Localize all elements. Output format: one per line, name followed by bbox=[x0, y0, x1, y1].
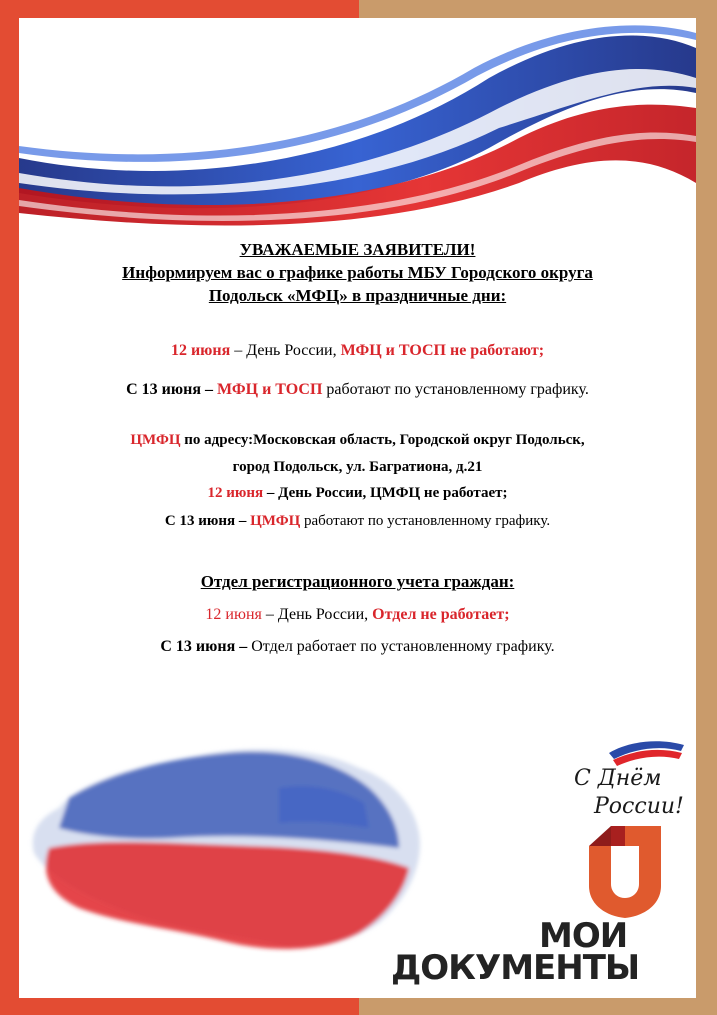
cmfc-holiday-row bbox=[19, 485, 696, 502]
heading-line-1: УВАЖАЕМЫЕ ЗАЯВИТЕЛИ! bbox=[239, 240, 476, 259]
registration-schedule-row bbox=[19, 638, 696, 656]
brand-line-1: МОИ bbox=[539, 916, 628, 956]
mfc-holiday-text: – День России, bbox=[230, 342, 341, 359]
greeting-line-1: С Днём bbox=[574, 766, 662, 791]
flag-wave-banner bbox=[19, 18, 696, 238]
mfc-schedule-row bbox=[19, 381, 696, 399]
mfc-date: 12 июня bbox=[170, 342, 231, 359]
registration-schedule-date: С 13 июня – bbox=[160, 638, 252, 655]
registration-holiday-text: – День России, bbox=[261, 606, 373, 623]
mfc-schedule-date: С 13 июня – bbox=[126, 381, 217, 398]
cmfc-schedule-date: С 13 июня – bbox=[164, 513, 251, 529]
cmfc-schedule-row bbox=[19, 513, 696, 530]
cmfc-address-line-2: город Подольск, ул. Багратиона, д.21 bbox=[232, 459, 483, 475]
heading-line-3: Подольск «МФЦ» в праздничные дни: bbox=[208, 286, 507, 305]
cmfc-address-line-1 bbox=[19, 432, 696, 449]
registration-schedule-text: Отдел работает по установленному графику. bbox=[251, 638, 555, 655]
notice-sheet bbox=[19, 18, 696, 998]
moi-dokumenty-logo-icon bbox=[589, 826, 661, 918]
cmfc-address: по адресу:Московская область, Городской округ Подольск, bbox=[180, 432, 585, 448]
mfc-holiday-row bbox=[19, 342, 696, 360]
mfc-status: МФЦ и ТОСП не работают; bbox=[340, 342, 545, 359]
russia-day-greeting bbox=[549, 733, 689, 833]
cmfc-date: 12 июня bbox=[207, 485, 264, 501]
cmfc-name: ЦМФЦ bbox=[130, 432, 181, 448]
greeting-line-2: России! bbox=[594, 794, 684, 819]
mfc-schedule-subject: МФЦ и ТОСП bbox=[216, 381, 323, 398]
registration-status: Отдел не работает; bbox=[372, 606, 510, 623]
registration-title: Отдел регистрационного учета граждан: bbox=[200, 572, 515, 591]
russia-flag-map-image bbox=[19, 728, 439, 988]
cmfc-schedule-subject: ЦМФЦ bbox=[250, 513, 301, 529]
cmfc-schedule-text: работают по установленному графику. bbox=[300, 513, 551, 529]
brand-line-2: ДОКУМЕНТЫ bbox=[391, 948, 640, 988]
cmfc-holiday-text: – День России, ЦМФЦ не работает; bbox=[263, 485, 508, 501]
mfc-schedule-text: работают по установленному графику. bbox=[322, 381, 589, 398]
heading-line-2: Информируем вас о графике работы МБУ Городского округа bbox=[122, 263, 593, 282]
registration-holiday-row bbox=[19, 606, 696, 624]
registration-date: 12 июня bbox=[205, 606, 262, 623]
